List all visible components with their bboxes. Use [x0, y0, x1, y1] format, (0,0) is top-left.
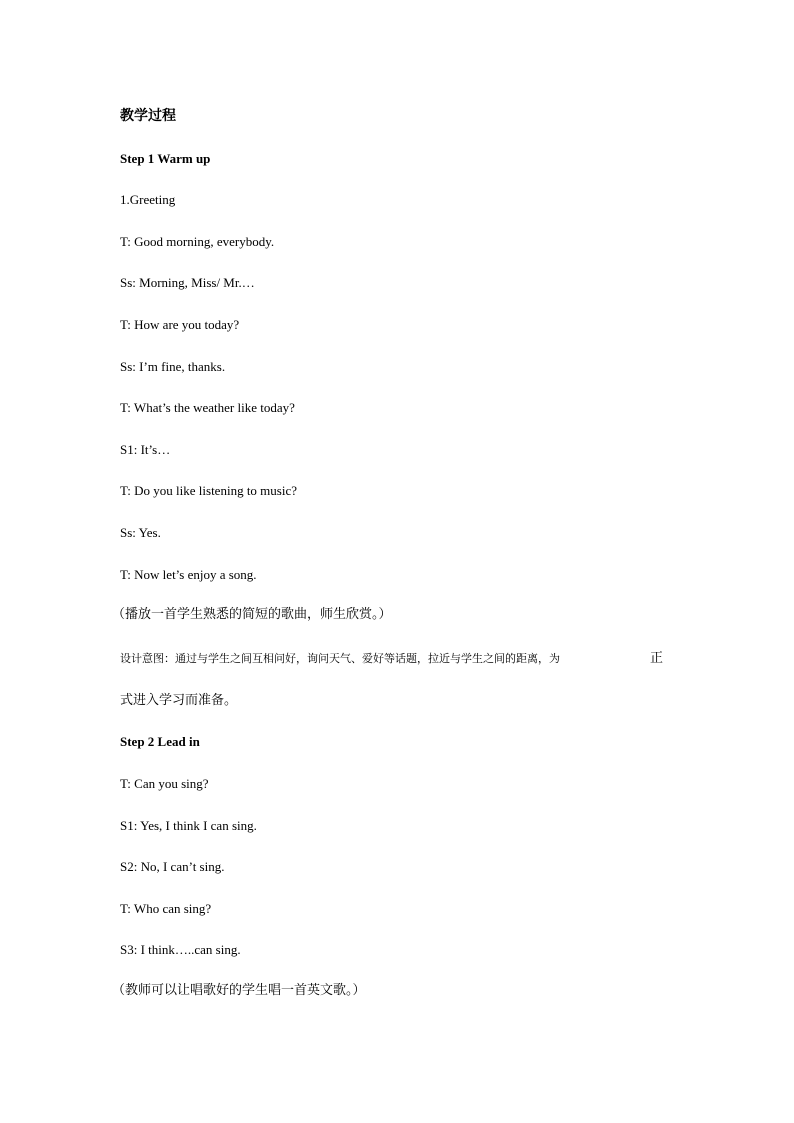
- dialogue-line: T: Good morning, everybody.: [120, 234, 275, 249]
- dialogue-line: S3: I think…..can sing.: [120, 942, 241, 957]
- dialogue-line: Ss: I’m fine, thanks.: [120, 359, 226, 374]
- dialogue-line: T: Now let’s enjoy a song.: [120, 567, 257, 582]
- document-title: 教学过程: [120, 108, 176, 124]
- dialogue-line: T: Can you sing?: [120, 776, 209, 791]
- dialogue-line: Ss: Yes.: [120, 525, 161, 540]
- dialogue-line: S1: It’s…: [120, 442, 171, 457]
- dialogue-line: T: Do you like listening to music?: [120, 483, 297, 498]
- design-intent-tail: 正: [650, 651, 664, 666]
- design-intent-line2: 式进入学习而准备。: [120, 693, 238, 708]
- dialogue-line: Ss: Morning, Miss/ Mr.…: [120, 275, 255, 290]
- step1-heading: Step 1 Warm up: [120, 151, 211, 166]
- dialogue-line: S1: Yes, I think I can sing.: [120, 818, 257, 833]
- step2-heading: Step 2 Lead in: [120, 734, 200, 749]
- step1-subheading: 1.Greeting: [120, 192, 176, 207]
- design-intent-line1: 设计意图：通过与学生之间互相问好，询问天气、爱好等话题，拉近与学生之间的距离，为: [120, 652, 560, 665]
- dialogue-line: T: Who can sing?: [120, 901, 212, 916]
- dialogue-line: T: How are you today?: [120, 317, 240, 332]
- step1-note: （播放一首学生熟悉的简短的歌曲，师生欣赏。）: [112, 607, 392, 622]
- dialogue-line: S2: No, I can’t sing.: [120, 859, 225, 874]
- step2-note: （教师可以让唱歌好的学生唱一首英文歌。）: [112, 983, 366, 998]
- dialogue-line: T: What’s the weather like today?: [120, 400, 295, 415]
